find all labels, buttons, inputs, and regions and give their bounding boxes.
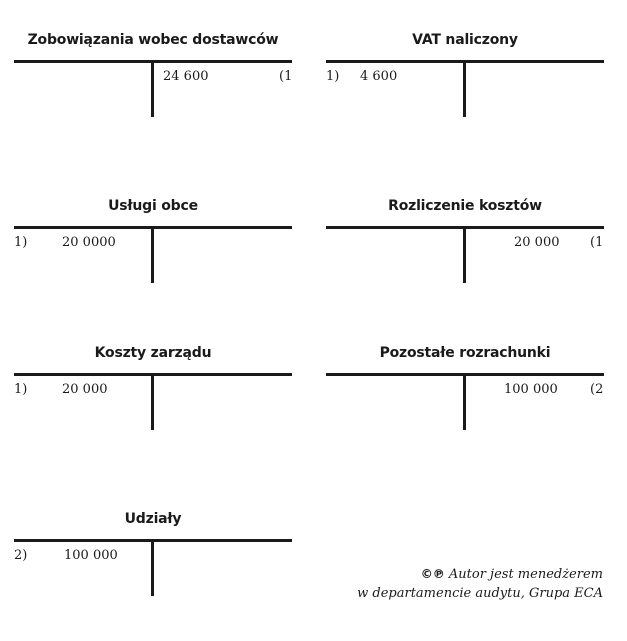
account-title: VAT naliczony (412, 32, 518, 48)
copyright-icon: ©℗ (420, 567, 445, 581)
debit-ref: 1) (14, 235, 28, 250)
t-account-vertical-line (463, 373, 466, 430)
debit-amount: 20 000 (62, 382, 108, 397)
t-account-rozliczenie-kosztow (326, 198, 604, 328)
account-title: Zobowiązania wobec dostawców (27, 32, 279, 48)
t-account-udzialy (14, 511, 292, 641)
credit-amount: 20 000 (514, 235, 560, 250)
t-account-pozostale-rozrachunki (326, 345, 604, 475)
t-account-vertical-line (151, 373, 154, 430)
t-account-vat-naliczony (326, 32, 604, 162)
author-credit-line-1 (357, 565, 603, 584)
debit-amount: 20 0000 (62, 235, 116, 250)
credit-ref: (2 (590, 382, 604, 397)
credit-amount: 100 000 (504, 382, 558, 397)
t-account-vertical-line (151, 60, 154, 117)
debit-ref: 1) (14, 382, 28, 397)
debit-amount: 100 000 (64, 548, 118, 563)
debit-ref: 1) (326, 69, 340, 84)
account-title: Koszty zarządu (94, 345, 212, 361)
t-account-vertical-line (463, 226, 466, 283)
t-account-koszty-zarzadu (14, 345, 292, 475)
author-credit-text-1: Autor jest menedżerem (448, 567, 603, 582)
debit-amount: 4 600 (360, 69, 398, 84)
account-title: Usługi obce (108, 198, 198, 214)
credit-ref: (1 (279, 69, 293, 84)
account-title: Pozostałe rozrachunki (379, 345, 551, 361)
account-title: Udziały (124, 511, 182, 527)
credit-ref: (1 (590, 235, 604, 250)
author-credit-note (357, 565, 603, 603)
credit-amount: 24 600 (163, 69, 209, 84)
t-account-vertical-line (151, 226, 154, 283)
account-title: Rozliczenie kosztów (388, 198, 542, 214)
t-account-uslugi-obce (14, 198, 292, 328)
t-account-vertical-line (151, 539, 154, 596)
t-account-zobowiazania (14, 32, 292, 162)
debit-ref: 2) (14, 548, 28, 563)
author-credit-text-2: w departamencie audytu, Grupa ECA (357, 586, 603, 601)
t-account-vertical-line (463, 60, 466, 117)
